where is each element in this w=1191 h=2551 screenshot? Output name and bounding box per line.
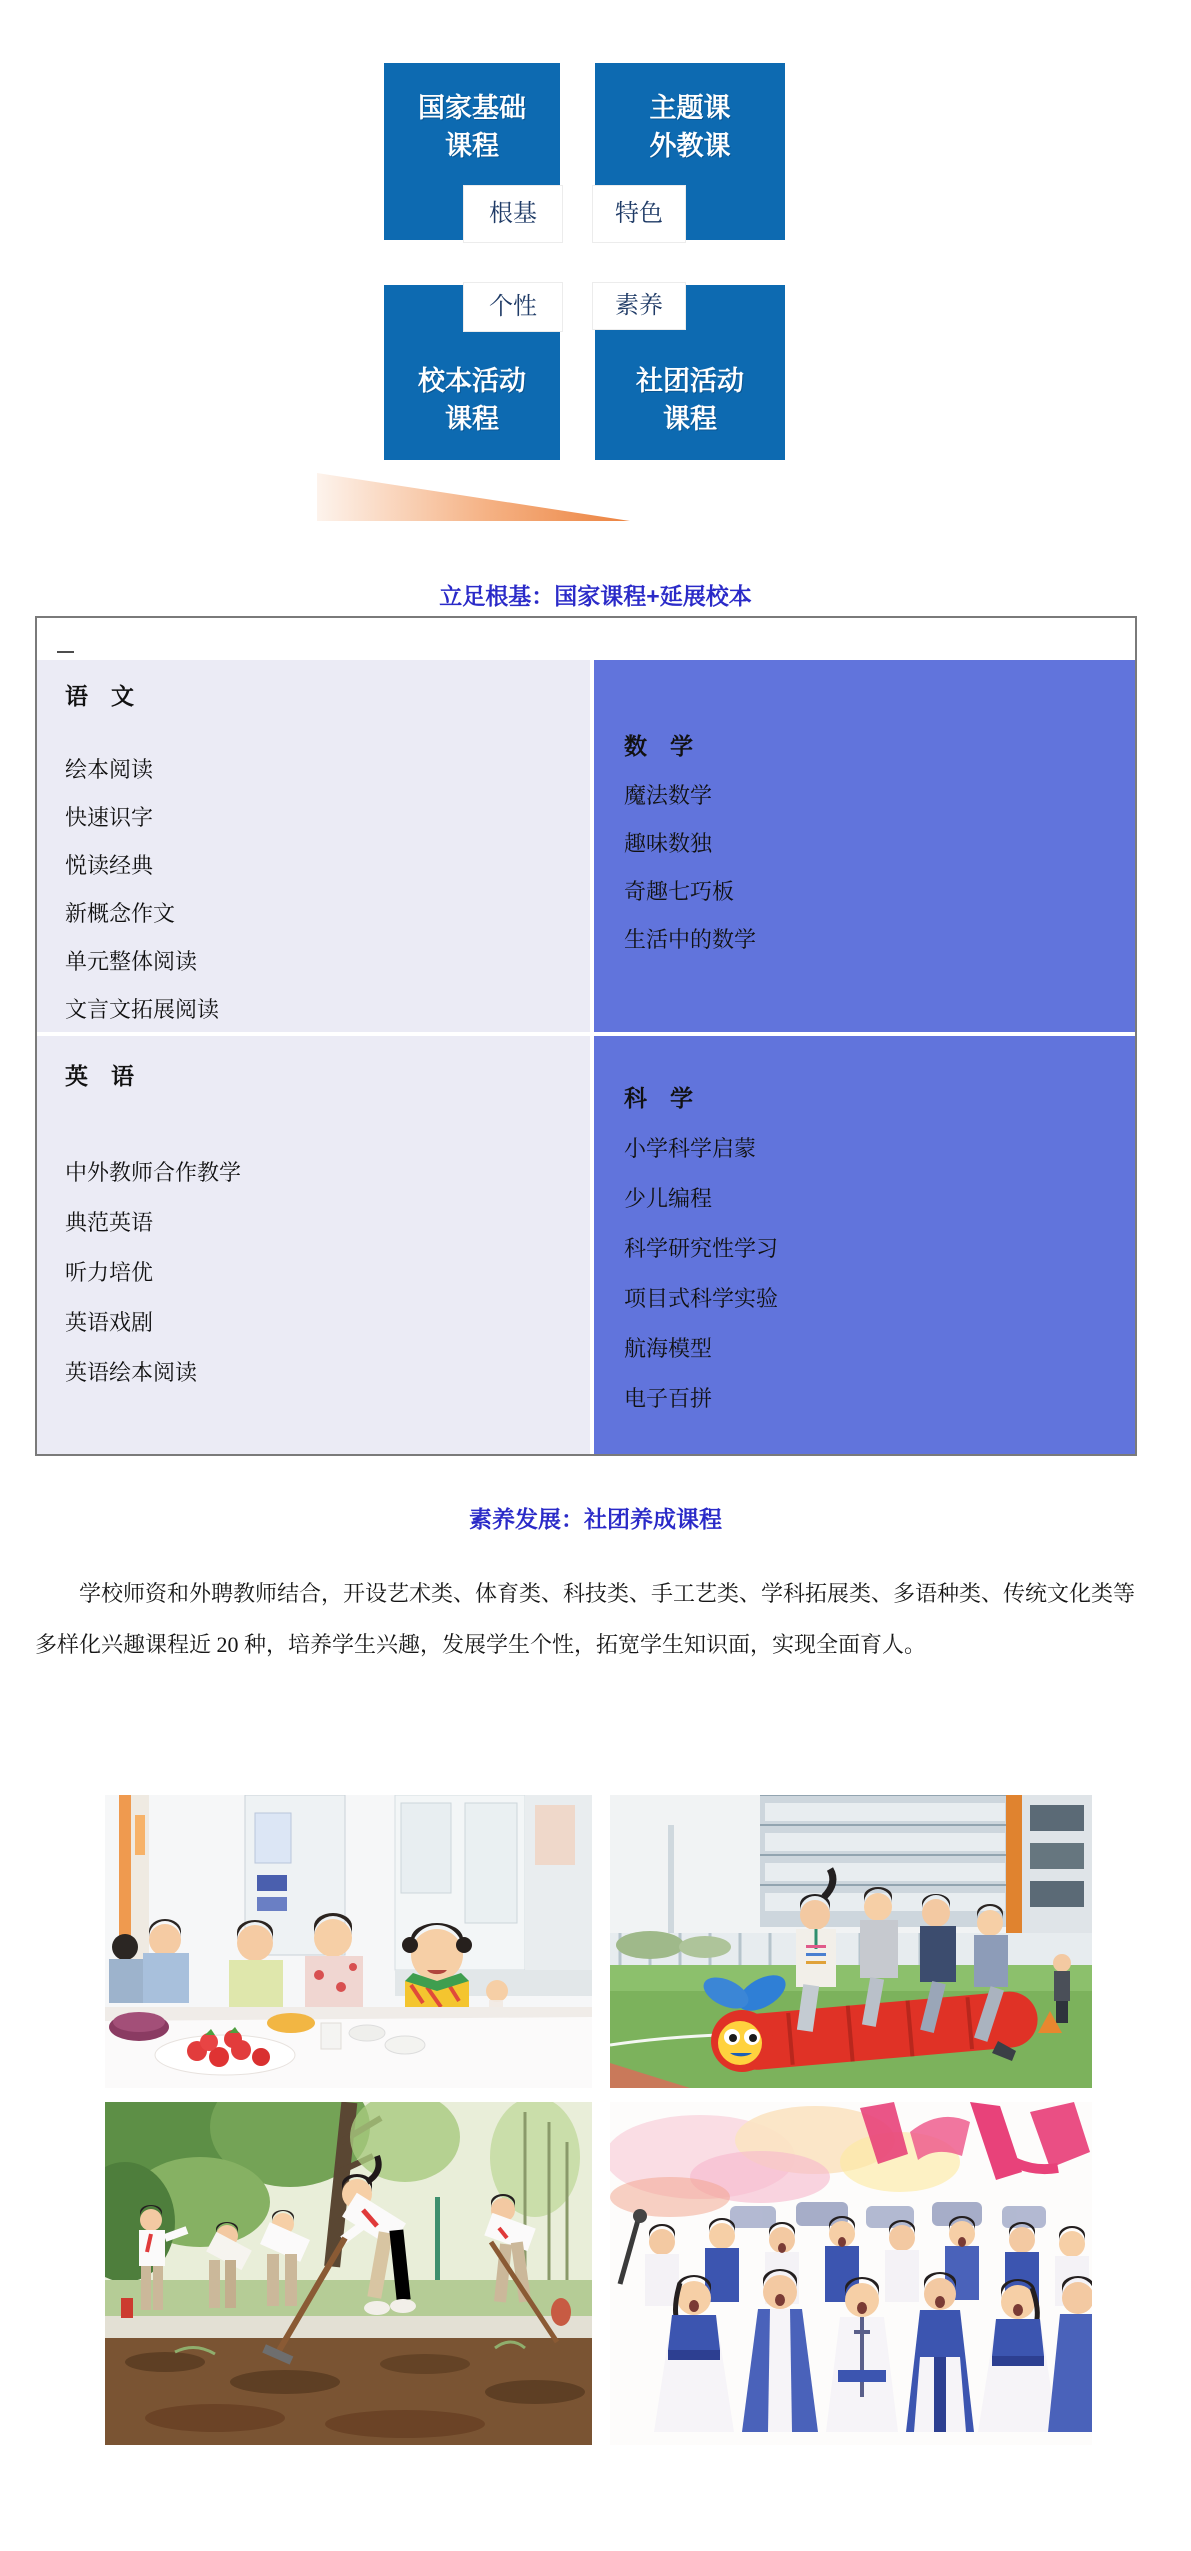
tag-feature: 特色 <box>593 186 685 242</box>
box-title-line: 课程 <box>445 131 499 161</box>
box-title-line: 课程 <box>663 404 717 434</box>
placeholder-dash <box>57 651 74 653</box>
box-title-line: 校本活动 <box>418 366 526 396</box>
course-item: 绘本阅读 <box>65 757 154 782</box>
box-title-line: 社团活动 <box>636 366 744 396</box>
course-item: 英语绘本阅读 <box>65 1360 198 1385</box>
subject-header-math: 数 学 <box>624 733 693 759</box>
photo-craft-class <box>105 1795 592 2088</box>
diagram-box-school-activity <box>384 285 560 460</box>
course-item: 奇趣七巧板 <box>624 879 735 904</box>
empty-text-row <box>37 618 1135 660</box>
course-item: 生活中的数学 <box>624 927 757 952</box>
course-table <box>37 660 1135 1454</box>
subject-header-english: 英 语 <box>65 1063 134 1089</box>
course-item: 科学研究性学习 <box>624 1236 779 1261</box>
subject-header-science: 科 学 <box>624 1085 693 1111</box>
tag-literacy: 素养 <box>593 283 685 329</box>
table-cell-science <box>594 1036 1135 1454</box>
course-item: 项目式科学实验 <box>624 1286 779 1311</box>
course-item: 听力培优 <box>65 1260 154 1285</box>
diagram-box-theme-curriculum <box>595 63 785 240</box>
subject-header-chinese: 语 文 <box>65 683 134 709</box>
course-table-panel <box>35 616 1137 1456</box>
section-heading-foundation: 立足根基：国家课程+延展校本 <box>439 583 752 609</box>
course-item: 小学科学启蒙 <box>624 1136 757 1161</box>
course-item: 电子百拼 <box>624 1386 713 1411</box>
course-item: 文言文拓展阅读 <box>65 997 220 1022</box>
course-item: 新概念作文 <box>65 901 176 926</box>
photo-caterpillar-game <box>610 1795 1092 2088</box>
orange-swoosh-arrow <box>317 471 630 523</box>
tag-personality: 个性 <box>464 283 562 331</box>
section-heading-literacy: 素养发展：社团养成课程 <box>469 1506 722 1532</box>
table-cell-math <box>594 660 1135 1032</box>
photo-gardening-labor <box>105 2102 592 2445</box>
table-cell-english <box>37 1036 590 1454</box>
course-item: 英语戏剧 <box>65 1310 154 1335</box>
course-item: 趣味数独 <box>624 831 713 856</box>
course-item: 典范英语 <box>65 1210 154 1235</box>
photo-choir-performance <box>610 2102 1092 2445</box>
box-title-line: 课程 <box>445 404 499 434</box>
diagram-box-club-activity <box>595 285 785 460</box>
course-item: 悦读经典 <box>65 853 154 878</box>
course-item: 中外教师合作教学 <box>65 1160 242 1185</box>
course-item: 航海模型 <box>624 1336 713 1361</box>
course-item: 快速识字 <box>65 805 154 830</box>
course-item: 魔法数学 <box>624 783 713 808</box>
course-item: 少儿编程 <box>624 1186 713 1211</box>
table-cell-chinese <box>37 660 590 1032</box>
course-item: 单元整体阅读 <box>65 949 198 974</box>
literacy-paragraph: 学校师资和外聘教师结合，开设艺术类、体育类、科技类、手工艺类、学科拓展类、多语种类、传统文化类等多样化兴趣课程近 20 种，培养学生兴趣，发展学生个性，拓宽学生知识面，实现全面育人。 <box>35 1581 1136 1657</box>
box-title-line: 主题课 <box>649 93 731 123</box>
box-title-line: 外教课 <box>649 131 731 161</box>
tag-foundation: 根基 <box>464 186 562 242</box>
diagram-box-national-curriculum <box>384 63 560 240</box>
box-title-line: 国家基础 <box>418 93 526 123</box>
